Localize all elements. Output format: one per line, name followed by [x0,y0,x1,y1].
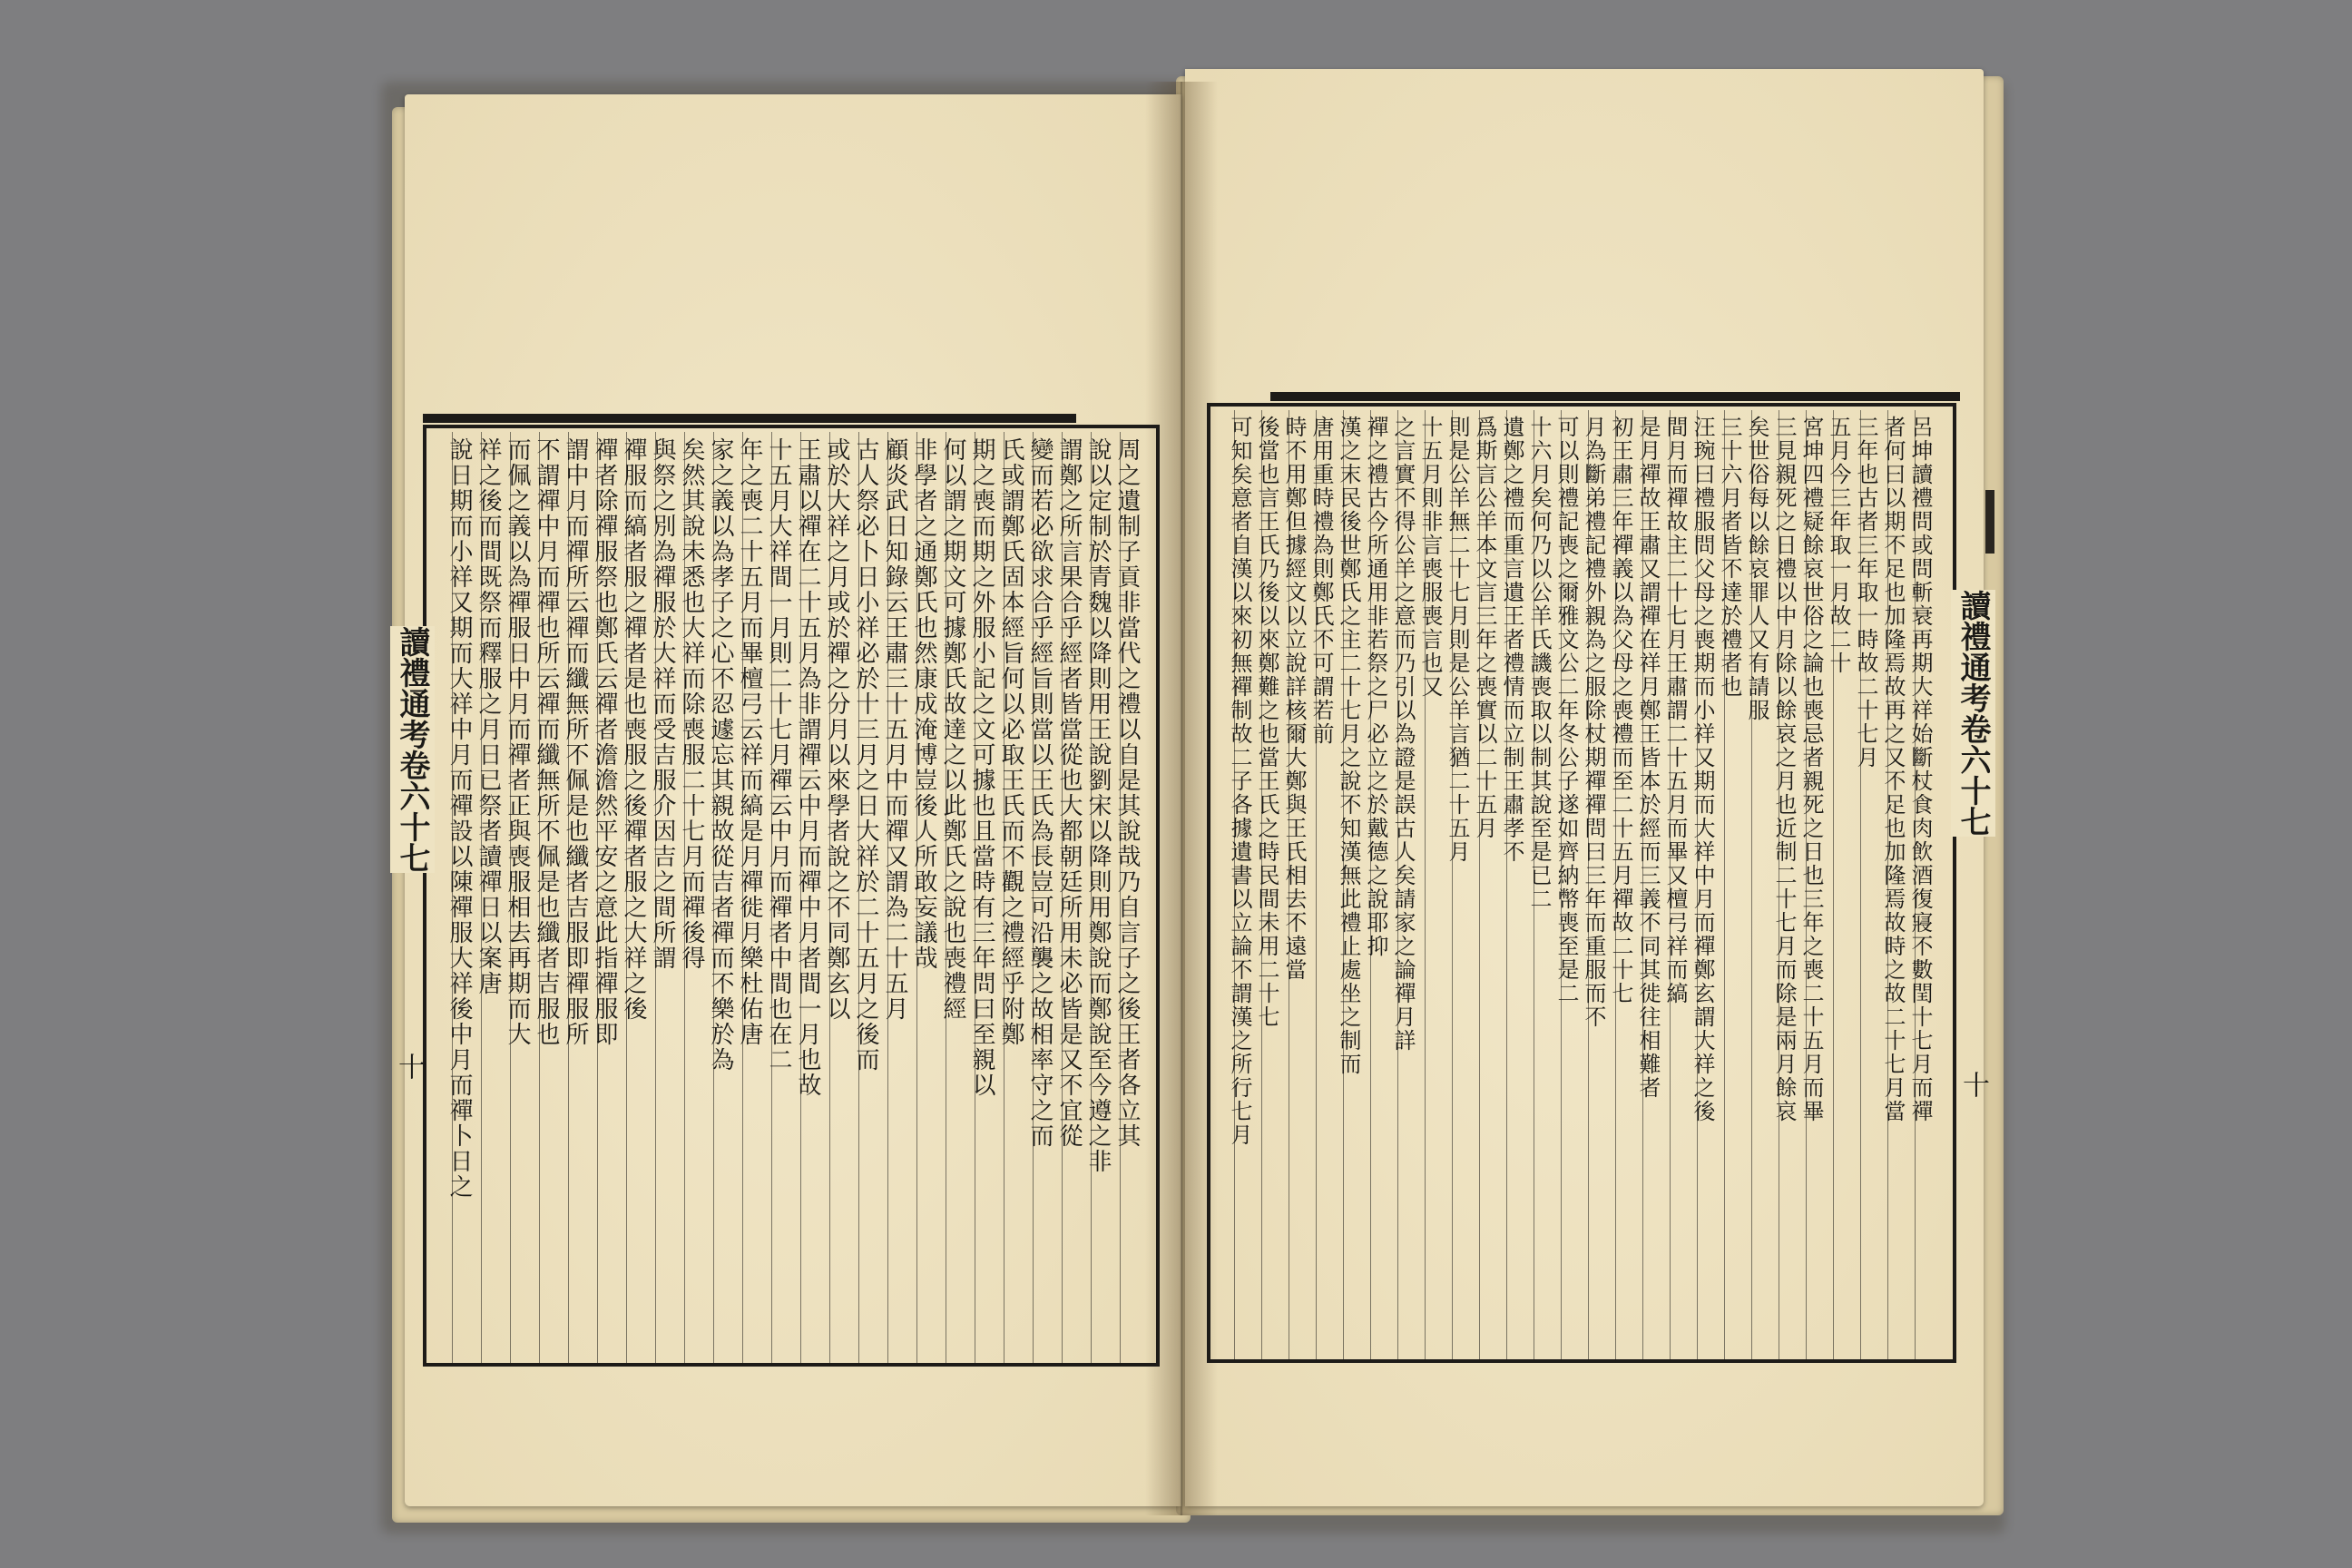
text-column: 顧炎武日知錄云王肅三十五月中而禪又謂為二十五月 [887,432,916,1367]
text-column: 之言實不得公羊之意而乃引以為證是誤古人矣請家之論禪月詳 [1397,410,1425,1363]
left-margin-title: 讀禮通考卷六十七 [390,626,435,873]
text-column: 十六月矣何乃以公羊氏譏喪取以制其說至是已二 [1534,410,1561,1363]
left-text-columns [432,432,1149,1356]
text-column: 矣世俗每以餘哀罪人又有請服 [1751,410,1779,1363]
text-column: 與祭之別為禪服於大祥而受吉服介因吉之間所謂 [655,432,684,1367]
text-column: 或於大祥之月或於禪之分月以來學者說之不同鄭玄以 [829,432,858,1367]
text-column: 初王肅三年禪義以為父母之喪禮而至二十五月禪故二十七 [1615,410,1642,1363]
text-column: 漢之末民後世鄭氏之主二十七月之說不知漢無此禮止處坐之制而 [1343,410,1370,1363]
text-column: 爲斯言公羊本文言三年之喪實以二十五月 [1479,410,1506,1363]
text-column: 後當也言王氏乃後以來鄭難之也當王氏之時民間未用二十七 [1261,410,1289,1363]
text-column: 何以謂之期文可據鄭氏故達之以此鄭氏之說也喪禮經 [946,432,975,1367]
text-column: 十五月大祥間一月則二十七月禪云中月而禪者中間也在二 [771,432,800,1367]
text-column: 月為斷弟禮記禮外親為之服除杖期禪禪問曰三年而重服而不 [1588,410,1615,1363]
text-column: 三見親死之日禮以中月除以餘哀之月也近制二十七月而除是兩月餘哀 [1779,410,1806,1363]
text-column: 呂坤讀禮問或問斬衰再期大祥始斷杖食肉飲酒復寢不數閏十七月而禪 [1915,410,1942,1363]
text-column: 遺鄭之禮而重言遺王者禮情而立制王肅孝不 [1506,410,1534,1363]
text-column: 汪琬曰禮服問父母之喪期而小祥又期而大祥中月而禪鄭玄謂大祥之後 [1697,410,1724,1363]
text-column: 時不用鄭但據經文以立說詳核爾大鄭與王氏相去不遠當 [1289,410,1316,1363]
left-foliation: 十 [393,1053,425,1080]
text-column: 而佩之義以為禪服日中月而禪者正與喪服相去再期而大 [510,432,539,1367]
text-column: 可以則禮記喪之爾雅文公二年冬公子遂如齊納幣喪至是二 [1561,410,1588,1363]
text-column: 變而若必欲求合乎經旨則當以王氏為長豈可沿襲之故相率守之而 [1033,432,1062,1367]
text-column: 唐用重時禮為則鄭氏不可謂若前 [1316,410,1343,1363]
left-frame-top-bar [423,414,1076,423]
text-column: 謂中月而禪所云禪而纖無所不佩是也纖者吉服即禪服所 [568,432,597,1367]
text-column: 家之義以為孝子之心不忍遽忘其親故從吉者禪而不樂於為 [713,432,742,1367]
text-column: 三年也古者三年取一時故二十七月 [1860,410,1887,1363]
text-column: 周之遺制子貢非當代之禮以自是其說哉乃自言子之後王者各立其 [1120,432,1149,1367]
text-column: 禪之禮古今所通用非若祭之尸必立之於戴德之說耶抑 [1370,410,1397,1363]
text-column: 古人祭必卜日小祥必於十三月之日大祥於二十五月之後而 [858,432,887,1367]
text-column: 祥之後而間既祭而釋服之月日已祭者讀禪日以案唐 [481,432,510,1367]
text-column: 是月禪故王肅又謂禪在祥月鄭王皆本於經而三義不同其徙往相難者 [1642,410,1670,1363]
text-column: 年之喪二十五月而畢檀弓云祥而縞是月禪徙月樂杜佑唐 [742,432,771,1367]
text-column: 氏或謂鄭氏固本經旨何以必取王氏而不觀之禮經乎附鄭 [1004,432,1033,1367]
text-column: 則是公羊無二十七月則是公羊言猶二十五月 [1452,410,1479,1363]
text-column: 三十六月者皆不達於禮者也 [1724,410,1751,1363]
text-column: 間月而禪故主二十七月王肅謂二十五月而畢又檀弓祥而縞 [1670,410,1697,1363]
text-column: 說日期而小祥又期而大祥中月而禪設以陳禪服大祥後中月而禪卜日之 [452,432,481,1367]
right-text-columns [1216,410,1942,1352]
text-column: 十五月則非言喪服喪言也又 [1425,410,1452,1363]
text-column: 不謂禪中月而禪也所云禪而纖無所不佩是也纖者吉服也 [539,432,568,1367]
text-column: 宮坤四禮疑餘哀世俗之論也喪忌者親死之日也三年之喪二十五月而畢 [1806,410,1833,1363]
text-column: 矣然其說未悉也大祥而除喪服二十七月而禪後得 [684,432,713,1367]
text-column: 說以定制於青魏以降則用王說劉宋以降則用鄭說而鄭說至今遵之非 [1091,432,1120,1367]
text-column: 禪服而縞者服之禪者是也喪服之後禪者服之大祥之後 [626,432,655,1367]
text-column: 謂鄭之所言果合乎經者皆當從也大都朝廷所用未必皆是又不宜從 [1062,432,1091,1367]
text-column: 可知矣意者自漢以來初無禪制故二子各據遺書以立論不謂漢之所行七月 [1234,410,1261,1363]
text-column: 期之喪而期之外服小記之文可據也且當時有三年問曰至親以 [975,432,1004,1367]
page-edge-tab [1985,490,1994,554]
text-column: 禪者除禪服祭也鄭氏云禪者澹澹然平安之意此指禪服即 [597,432,626,1367]
right-foliation: 十 [1957,1071,1989,1098]
right-frame-top-bar [1270,392,1960,401]
text-column: 非學者之通鄭氏也然康成淹博豈後人所敢妄議哉 [916,432,946,1367]
text-column: 王肅以禪在二十五月為非謂禪云中月而禪中月者間一月也故 [800,432,829,1367]
right-margin-title: 讀禮通考卷六十七 [1951,590,1995,837]
text-column: 五月今三年取一月故二十 [1833,410,1860,1363]
text-column: 者何曰以期不足也加隆焉故再之又不足也加隆焉故時之故二十七月當 [1887,410,1915,1363]
